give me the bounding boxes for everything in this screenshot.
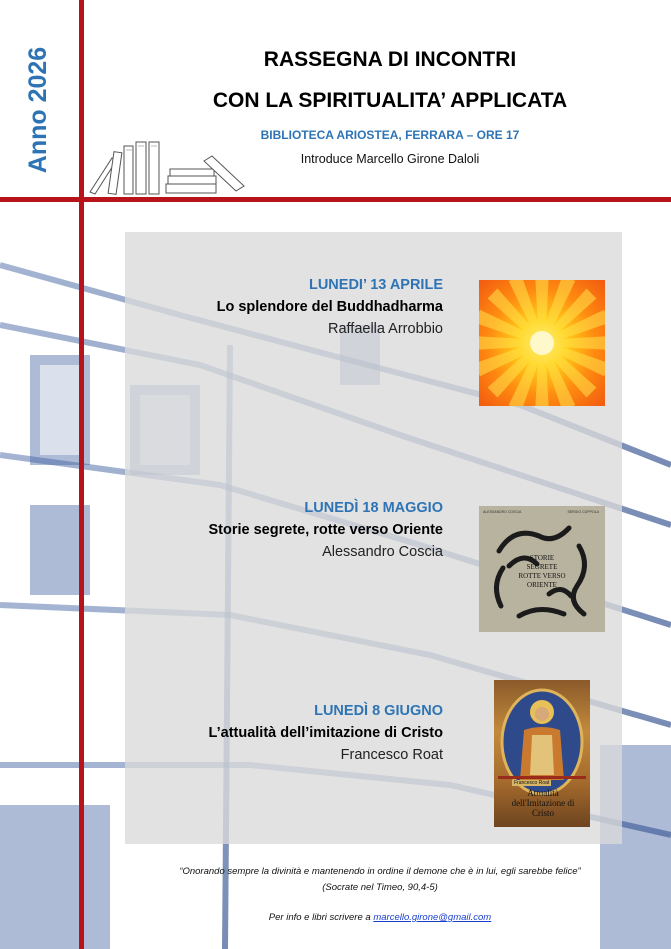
- introducer-line: Introduce Marcello Girone Daloli: [300, 152, 480, 166]
- books-illustration: [86, 136, 246, 196]
- event-title: L’attualità dell’imitazione di Cristo: [208, 725, 443, 741]
- venue-line: BIBLIOTECA ARIOSTEA, FERRARA – ORE 17: [260, 128, 520, 142]
- book2-title: STORIE SEGRETE ROTTE VERSO ORIENTE: [518, 554, 566, 589]
- sunburst-cover-image: [479, 280, 605, 406]
- info-prefix: Per info e libri scrivere a: [268, 912, 371, 923]
- imitazione-book-cover: [494, 680, 590, 827]
- event-speaker: Raffaella Arrobbio: [327, 321, 443, 337]
- event-item-3: [209, 703, 443, 763]
- book2-author-left: ALESSANDRO COSCIA: [483, 510, 522, 514]
- main-title-line-2: CON LA SPIRITUALITA’ APPLICATA: [212, 89, 568, 112]
- book3-author: Francesco Roat: [514, 780, 550, 786]
- red-horizontal-line: [0, 197, 671, 202]
- event-title: Lo splendore del Buddhadharma: [216, 299, 443, 315]
- event-speaker: Alessandro Coscia: [322, 544, 443, 560]
- book2-author-right: SERGIO COPPOLA: [567, 510, 599, 514]
- footer-quote: “Onorando sempre la divinità e mantenendo in ordine il demone che è in lui, egli sarebbe felice”: [179, 866, 581, 877]
- main-title-line-1: RASSEGNA DI INCONTRI: [263, 48, 517, 71]
- event-date: LUNEDÌ 18 MAGGIO: [304, 500, 443, 516]
- book3-title: Attualità dell'Imitazione di Cristo: [511, 788, 575, 818]
- event-date: LUNEDI’ 13 APRILE: [308, 277, 443, 293]
- event-title: Storie segrete, rotte verso Oriente: [208, 522, 443, 538]
- event-date: LUNEDÌ 8 GIUGNO: [314, 703, 443, 719]
- storie-segrete-book-cover: [479, 506, 605, 632]
- footer-info: [100, 912, 660, 923]
- year-label: Anno 2026: [24, 46, 52, 174]
- footer-citation: (Socrate nel Timeo, 90,4-5): [322, 882, 438, 893]
- event-item-2: [209, 500, 444, 560]
- event-speaker: Francesco Roat: [340, 747, 443, 763]
- event-item-1: [217, 277, 443, 337]
- email-link[interactable]: marcello.girone@gmail.com: [373, 912, 492, 923]
- red-vertical-line: [79, 0, 84, 949]
